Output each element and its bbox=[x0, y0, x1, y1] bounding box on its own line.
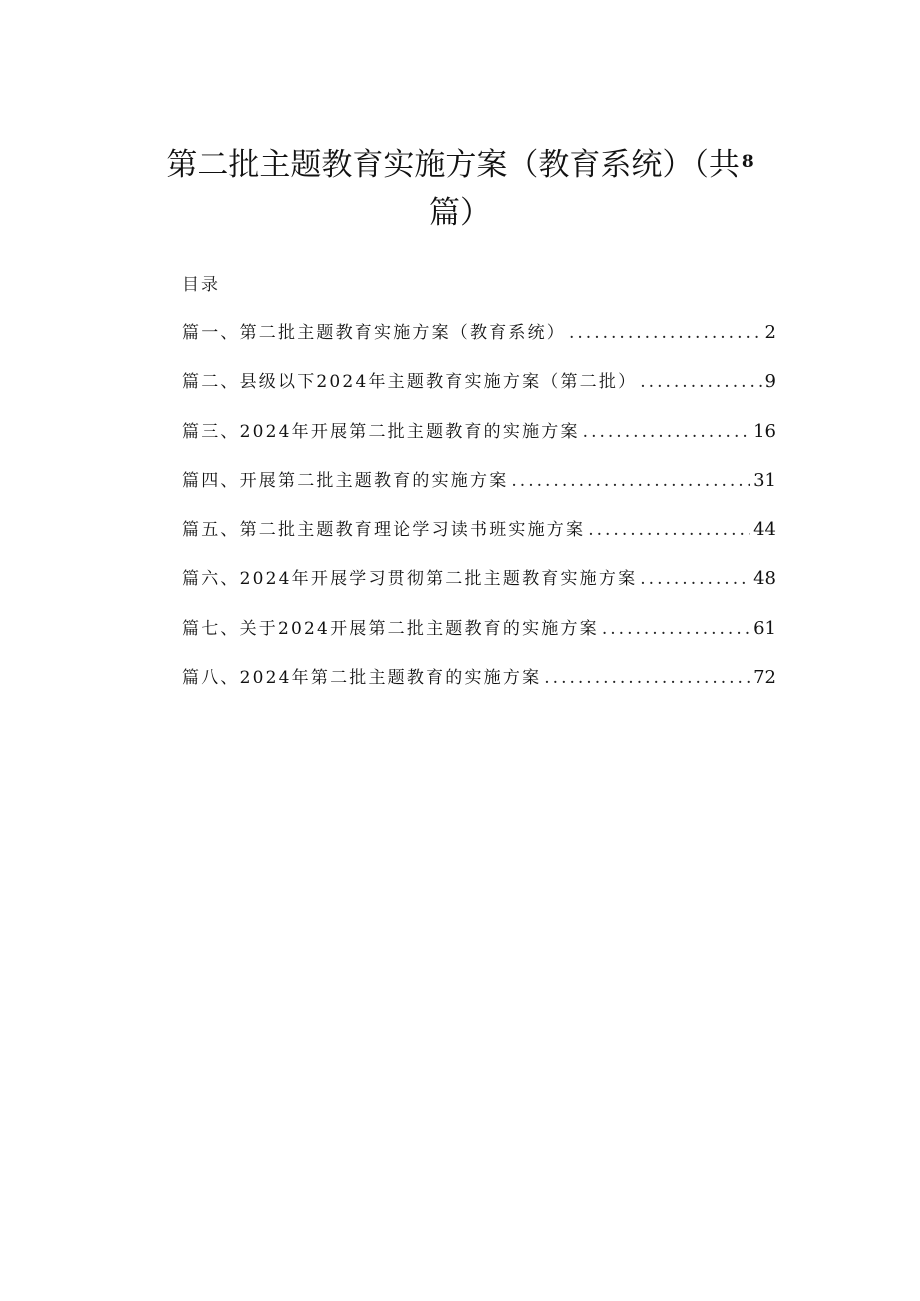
toc-entry-1[interactable] bbox=[182, 318, 776, 367]
toc-entry-8[interactable] bbox=[182, 663, 776, 712]
toc-entry-page: 31 bbox=[753, 469, 776, 491]
toc-entry-6[interactable] bbox=[182, 564, 776, 613]
table-of-contents bbox=[182, 318, 776, 712]
dot-leader bbox=[544, 668, 750, 688]
toc-entry-label: 篇二、县级以下2024年主题教育实施方案（第二批） bbox=[182, 372, 638, 393]
title-count: 8 bbox=[741, 152, 754, 172]
toc-entry-page: 72 bbox=[753, 667, 776, 689]
dot-leader bbox=[511, 471, 750, 491]
title-end-text: 篇） bbox=[429, 195, 491, 231]
toc-entry-label: 篇三、2024年开展第二批主题教育的实施方案 bbox=[182, 421, 580, 442]
toc-heading: 目录 bbox=[182, 275, 220, 295]
toc-entry-label: 篇五、第二批主题教育理论学习读书班实施方案 bbox=[182, 520, 586, 541]
toc-entry-page: 2 bbox=[764, 322, 776, 343]
toc-entry-label: 篇八、2024年第二批主题教育的实施方案 bbox=[182, 668, 542, 689]
toc-entry-7[interactable] bbox=[182, 614, 776, 663]
dot-leader bbox=[640, 372, 761, 392]
dot-leader bbox=[569, 323, 762, 343]
dot-leader bbox=[602, 619, 750, 639]
dot-leader bbox=[583, 422, 750, 442]
dot-leader bbox=[588, 520, 750, 540]
dot-leader bbox=[640, 569, 750, 589]
toc-entry-page: 16 bbox=[753, 420, 776, 442]
toc-entry-3[interactable] bbox=[182, 417, 776, 466]
toc-entry-page: 44 bbox=[753, 519, 776, 541]
toc-entry-2[interactable] bbox=[182, 367, 776, 416]
toc-entry-5[interactable] bbox=[182, 515, 776, 564]
toc-entry-page: 61 bbox=[753, 617, 776, 639]
toc-entry-page: 9 bbox=[764, 371, 776, 393]
toc-entry-label: 篇一、第二批主题教育实施方案（教育系统） bbox=[182, 323, 566, 343]
toc-entry-4[interactable] bbox=[182, 466, 776, 515]
toc-entry-label: 篇六、2024年开展学习贯彻第二批主题教育实施方案 bbox=[182, 569, 638, 590]
document-title bbox=[130, 138, 790, 237]
title-main-text: 第二批主题教育实施方案（教育系统）（共 bbox=[166, 147, 740, 183]
toc-entry-label: 篇四、开展第二批主题教育的实施方案 bbox=[182, 470, 509, 491]
toc-entry-page: 48 bbox=[753, 568, 776, 590]
toc-entry-label: 篇七、关于2024开展第二批主题教育的实施方案 bbox=[182, 618, 599, 639]
